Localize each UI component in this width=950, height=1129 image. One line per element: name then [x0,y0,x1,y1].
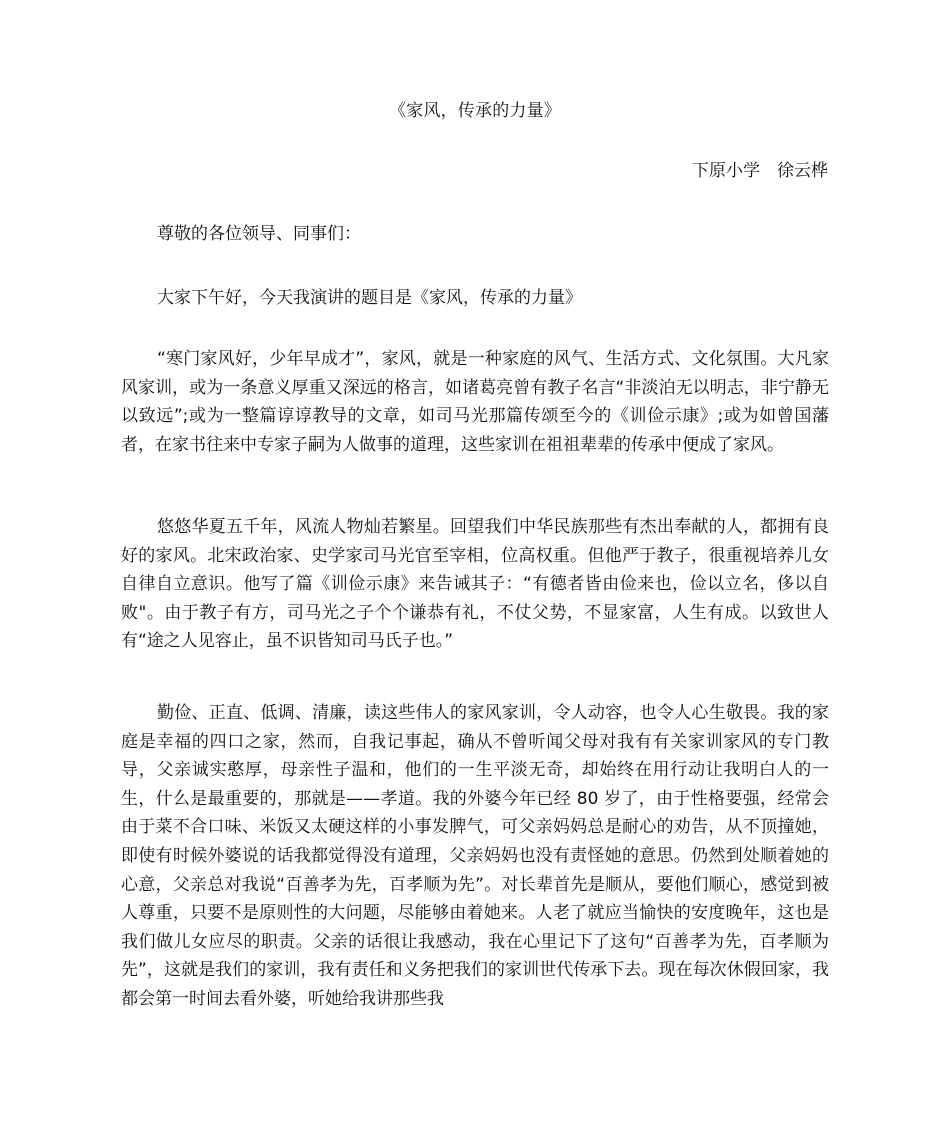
paragraph-sima-guang: 悠悠华夏五千年，风流人物灿若繁星。回望我们中华民族那些有杰出奉献的人，都拥有良好的家风。北宋政治家、史学家司马光官至宰相，位高权重。但他严于教子，很重视培养儿女自律自立意识。他写了篇《训俭示康》来告诫其子：“有德者皆由俭来也，俭以立名，侈以自败"。由于教子有方，司马光之子个个谦恭有礼，不仗父势，不显家富，人生有成。以致世人有“途之人见容止，虽不识皆知司马氏子也。” [121,517,829,652]
document-title: 《家风，传承的力量》 [389,101,561,121]
author-line: 下原小学 徐云桦 [692,161,828,181]
paragraph-intro: 大家下午好，今天我演讲的题目是《家风，传承的力量》 [157,288,582,308]
paragraph-greeting: 尊敬的各位领导、同事们： [157,224,361,244]
paragraph-filial-piety: 勤俭、正直、低调、清廉，读这些伟人的家风家训，令人动容，也令人心生敬畏。我的家庭是幸福的四口之家，然而，自我记事起，确从不曾听闻父母对我有有关家训家风的专门教导，父亲诚实憨厚，母亲性子温和，他们的一生平淡无奇，却始终在用行动让我明白人的一生，什么是最重要的，那就是——孝道。我的外婆今年已经 80 岁了，由于性格要强，经常会由于菜不合口味、米饭又太硬这样的小事发脾气，可父亲妈妈总是耐心的劝告，从不顶撞她，即使有时候外婆说的话我都觉得没有道理，父亲妈妈也没有责怪她的意思。仍然到处顺着她的心意，父亲总对我说“百善孝为先，百孝顺为先”。对长辈首先是顺从，要他们顺心，感觉到被人尊重，只要不是原则性的大问题，尽能够由着她来。人老了就应当愉快的安度晚年，这也是我们做儿女应尽的职责。父亲的话很让我感动，我在心里记下了这句“百善孝为先，百孝顺为先”，这就是我们的家训，我有责任和义务把我们的家训世代传承下去。现在每次休假回家，我都会第一时间去看外婆，听她给我讲那些我 [121,703,829,1009]
paragraph-family-style: “寒门家风好，少年早成才”，家风，就是一种家庭的风气、生活方式、文化氛围。大凡家风家训，或为一条意义厚重又深远的格言，如诸葛亮曾有教子名言“非淡泊无以明志，非宁静无以致远”;或为一整篇谆谆教导的文章，如司马光那篇传颂至今的《训俭示康》;或为如曾国藩者，在家书往来中专家子嗣为人做事的道理，这些家训在祖祖辈辈的传承中便成了家风。 [121,349,829,455]
